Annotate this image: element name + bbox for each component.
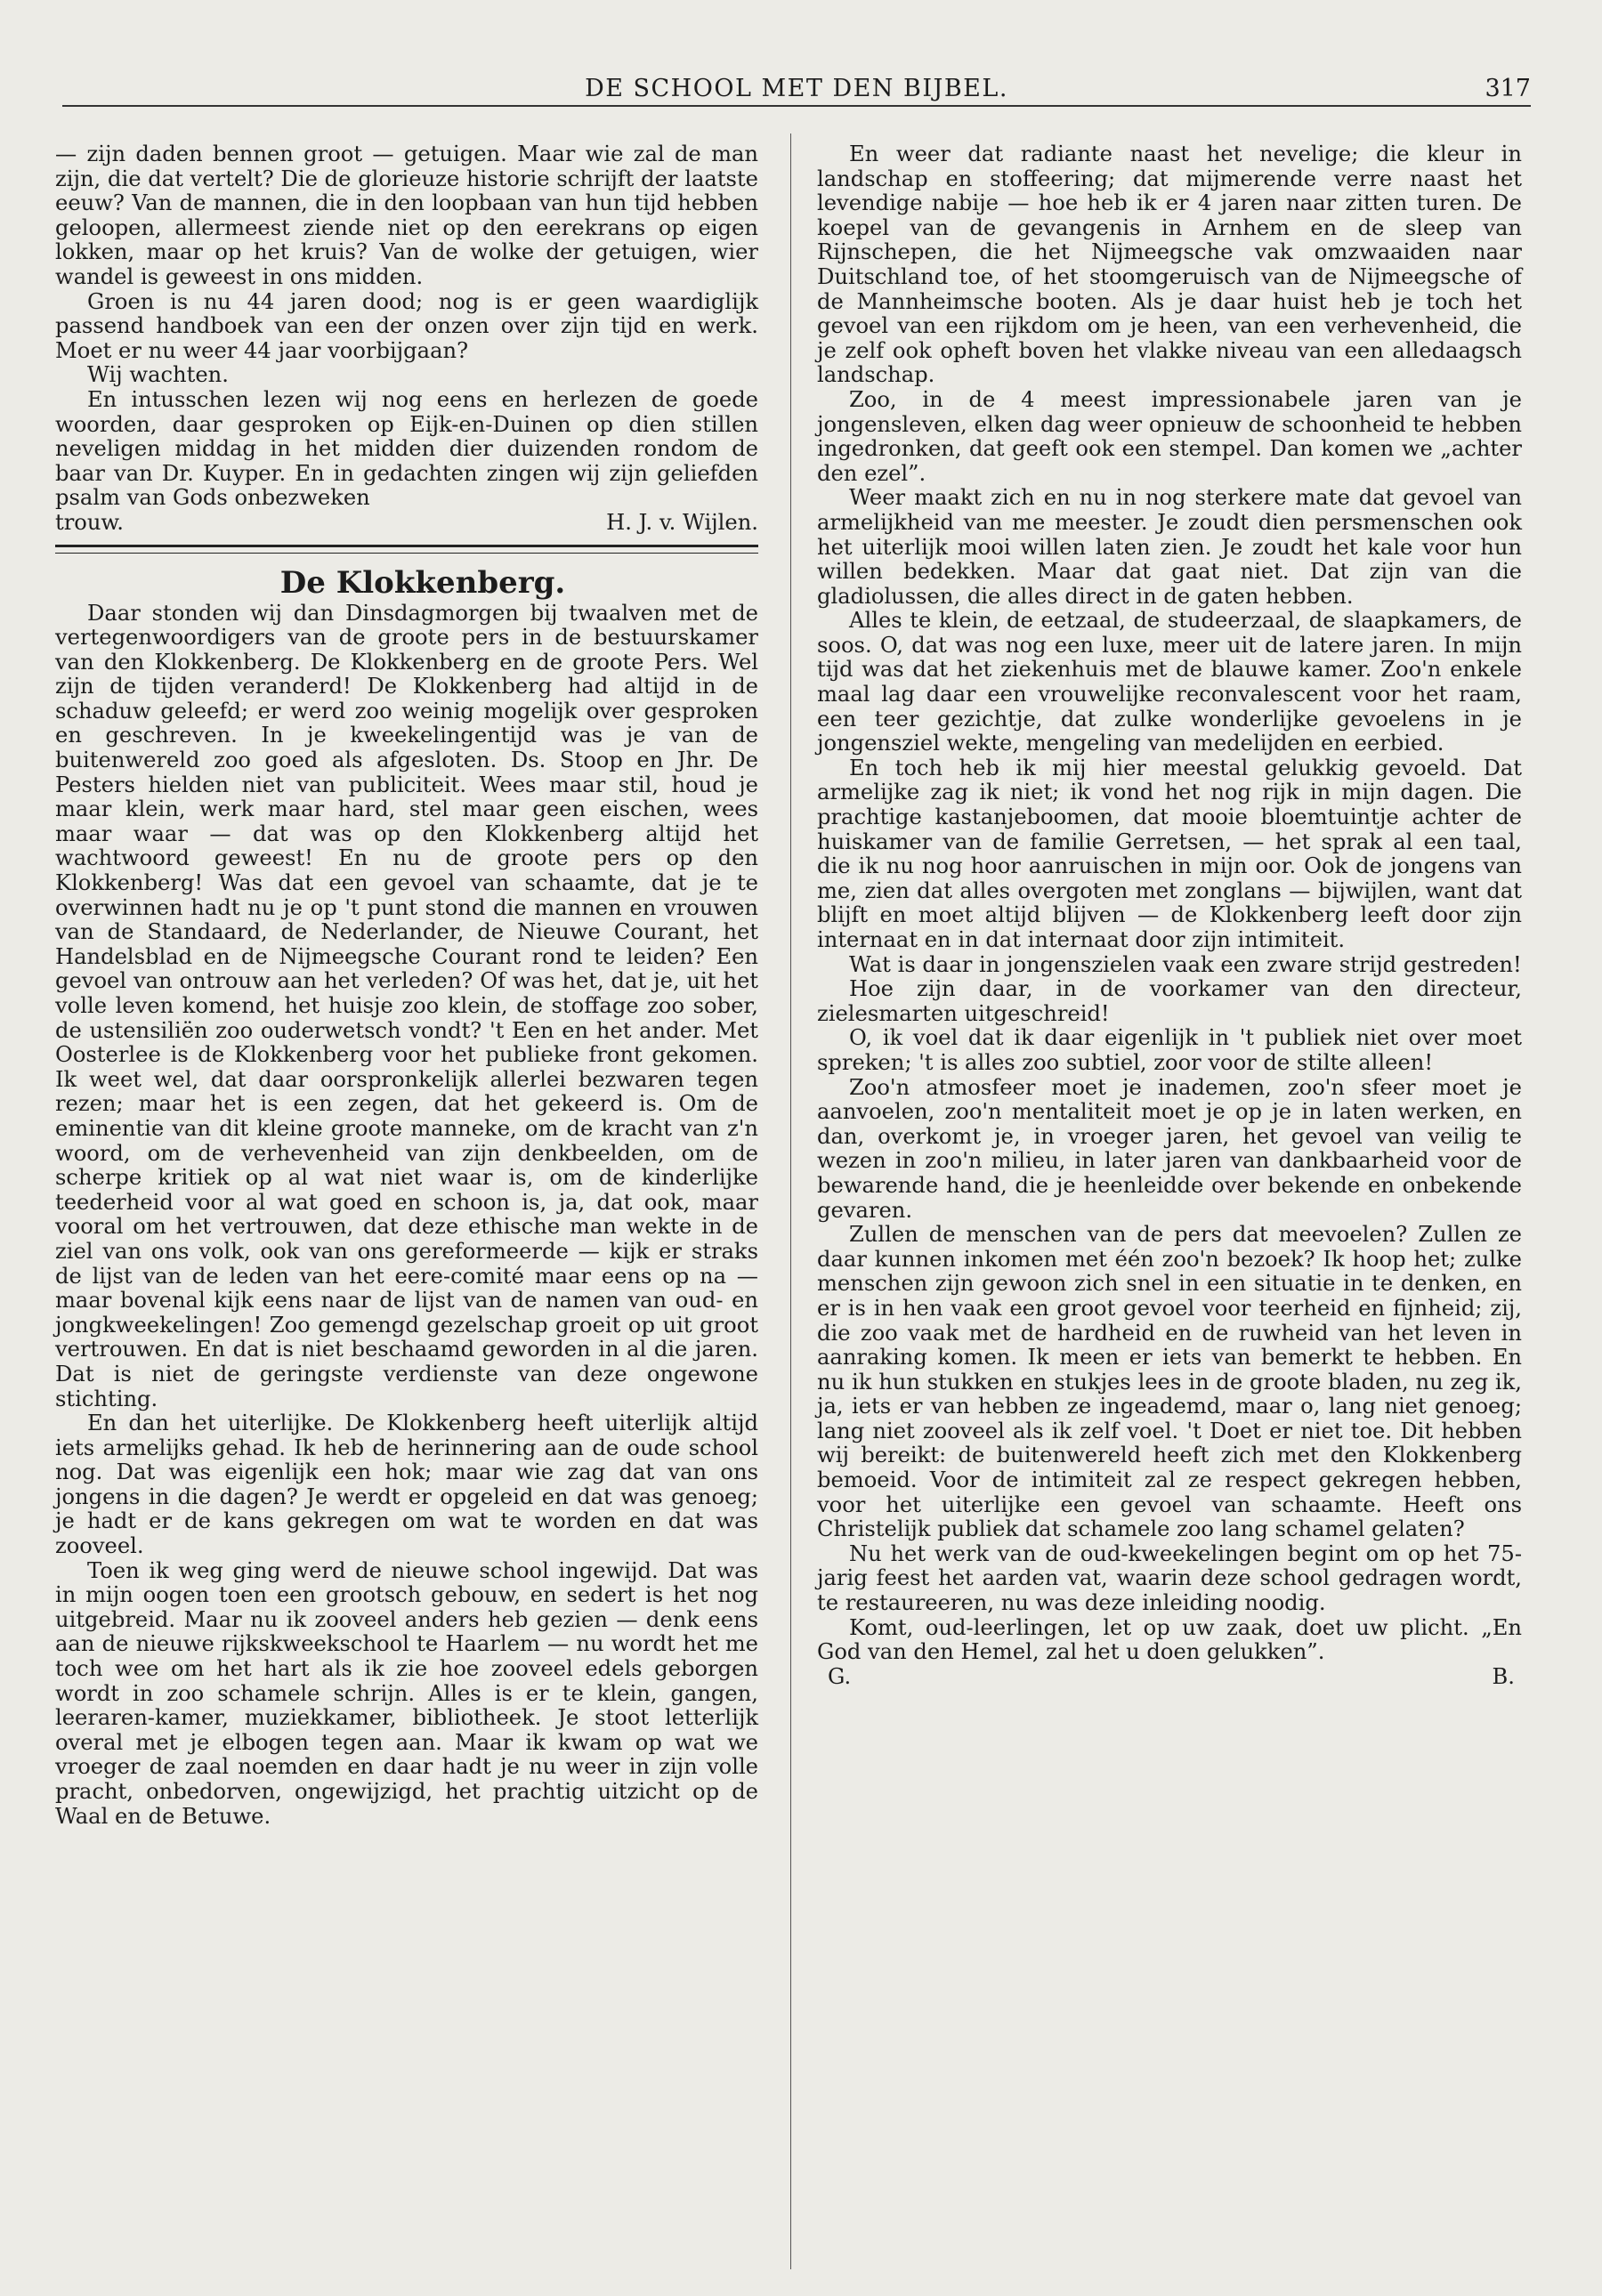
intro-paragraph: — zijn daden bennen groot — getuigen. Maar wie zal de man zijn, die dat vertelt? Die de glorieuze historie schrijft der laatste eeuw? Van de mannen, die in den loopbaan van hun tijd hebben geloopen, allermeest ziende niet op den eerekrans op eigen lokken, maar op het kruis? Van de wolke der getuigen, wier wandel is geweest in ons midden. [55,141,758,289]
signature-lead: trouw. [55,509,124,535]
page-header [62,75,1531,107]
article-paragraph: Wat is daar in jongenszielen vaak een zware strijd gestreden! [849,951,1522,977]
article-paragraph: Alles te klein, de eetzaal, de studeerzaal, de slaapkamers, de soos. O, dat was nog een luxe, meer uit de latere jaren. In mijn tijd was dat het ziekenhuis met de blauwe kamer. Zoo'n enkele maal lag daar een vrouwelijke reconvalescent voor het raam, een teer gezichtje, dat zulke wonderlijke gevoelens in je jongensziel wekte, mengeling van medelijden en eerbied. [817,608,1522,756]
article-paragraph: Daar stonden wij dan Dinsdagmorgen bij twaalven met de vertegenwoordigers van de groote pers in de bestuurskamer van den Klokkenberg. De Klokkenberg en de groote Pers. Wel zijn de tijden veranderd! De Klokkenberg had altijd in de schaduw geleefd; er werd zoo weinig mogelijk over gesproken en geschreven. In je kweekelingentijd was je van de buitenwereld zoo goed als afgesloten. Ds. Stoop en Jhr. De Pesters hielden niet van publiciteit. Wees maar stil, houd je maar klein, werk maar hard, stel maar geen eischen, wees maar waar — dat was op den Klokkenberg altijd het wachtwoord geweest! En nu de groote pers op den Klokkenberg! Was dat een gevoel van schaamte, dat je te overwinnen hadt nu je op 't punt stond die mannen en vrouwen van de Standaard, de Nederlander, de Nieuwe Courant, het Handelsblad en de Nijmeegsche Courant rond te leiden? Een gevoel van ontrouw aan het verleden? Of was het, dat je, uit het volle leven komend, het huisje zoo klein, de stoffage zoo sober, de ustensiliën zoo ouderwetsch vondt? 't Een en het ander. Met Oosterlee is de Klokkenberg voor het publieke front gekomen. Ik weet wel, dat daar oorspronkelijk allerlei bezwaren tegen rezen; maar het is een zegen, dat het gekeerd is. Om de eminentie van dit kleine groote manneke, om de kracht van z'n woord, om de verhevenheid van zijn denkbeelden, om de scherpe kritiek op al wat niet waar is, om de kinderlijke teederheid voor al wat goed en schoon is, ja, dat ook, maar vooral om het vertrouwen, dat deze ethische man wekte in de ziel van ons volk, ook van ons gereformeerde — kijk er straks de lijst van de leden van het eere-comité maar eens op na — maar bovenal kijk eens naar de lijst van de namen van oud- en jongkweekelingen! Zoo gemengd gezelschap groeit op uit groot vertrouwen. En dat is niet beschaamd geworden in al die jaren. Dat is niet de geringste verdienste van deze ongewone stichting. [55,600,758,1411]
intro-paragraph: Groen is nu 44 jaren dood; nog is er geen waardiglijk passend handboek van een der onzen over zijn tijd en werk. Moet er nu weer 44 jaar voorbijgaan? [55,288,758,363]
left-column [55,142,758,1829]
author-signature: H. J. v. Wijlen. [606,509,758,535]
article-paragraph: Komt, oud-leerlingen, let op uw zaak, doet uw plicht. „En God van den Hemel, zal het u doen gelukken”. [817,1614,1522,1665]
intro-paragraph: En intusschen lezen wij nog eens en herlezen de goede woorden, daar gesproken op Eijk-en-Duinen op dien stillen neveligen middag in het midden dier duizenden rondom de baar van Dr. Kuyper. En in gedachten zingen wij zijn geliefden psalm van Gods onbezweken [55,386,758,511]
article-paragraph: Zoo, in de 4 meest impressionabele jaren van je jongensleven, elken dag weer opnieuw de schoonheid te hebben ingedronken, dat geeft ook een stempel. Dan komen we „achter den ezel”. [817,386,1522,486]
article-paragraph: Hoe zijn daar, in de voorkamer van den directeur, zielesmarten uitgeschreid! [817,976,1522,1026]
article-signature [817,1665,1522,1690]
signature-initial-left: G. [828,1663,852,1689]
article-paragraph: En dan het uiterlijke. De Klokkenberg heeft uiterlijk altijd iets armelijks gehad. Ik heb de herinnering aan de oude school nog. Dat was eigenlijk een hok; maar wie zag dat van ons jongens in die dagen? Je werdt er opgeleid en dat was genoeg; je hadt er de kans gekregen om wat te worden en dat was zooveel. [55,1411,758,1559]
intro-paragraph: Wij wachten. [87,362,229,388]
article-paragraph: Zullen de menschen van de pers dat meevoelen? Zullen ze daar kunnen inkomen met één zoo'n bezoek? Ik hoop het; zulke menschen zijn gewoon zich snel in een situatie in te denken, en er is in hen vaak een groot gevoel voor teerheid en fijnheid; zij, die zoo vaak met de hardheid en de ruwheid van het leven in aanraking komen. Ik meen er iets van bemerkt te hebben. En nu ik hun stukken en stukjes lees in de groote bladen, nu zeg ik, ja, iets er van hebben ze ingeademd, maar o, lang niet genoeg; lang niet zooveel als ik zelf voel. 't Doet er niet toe. Dit hebben wij bereikt: de buitenwereld heeft zich met den Klokkenberg bemoeid. Voor de intimiteit zal ze respect gekregen hebben, voor het uiterlijke een gevoel van schaamte. Heeft ons Christelijk publiek dat schamele zoo lang schamel gelaten? [817,1222,1522,1542]
article-paragraph: En toch heb ik mij hier meestal gelukkig gevoeld. Dat armelijke zag ik niet; ik vond het nog rijk in mijn dagen. Die prachtige kastanjeboomen, dat mooie bloemtuintje achter de huiskamer van de familie Gerretsen, — het sprak al een taal, die ik nu nog hoor aanruischen in mijn oor. Ook de jongens van me, zien dat alles overgoten met zonglans — bijwijlen, want dat blijft en moet altijd blijven — de Klokkenberg leeft door zijn internaat en in dat internaat door zijn intimiteit. [817,755,1522,952]
author-signature-line [55,511,758,536]
page-number: 317 [1485,75,1531,102]
right-column [817,142,1522,1689]
article-title: De Klokkenberg. [279,564,566,601]
article-paragraph: Weer maakt zich en nu in nog sterkere mate dat gevoel van armelijkheid van me meester. Je zoudt dien persmenschen ook het uiterlijk mooi willen laten zien. Je zoudt het kale voor hun willen bedekken. Maar dat gaat niet. Dat zijn van die gladiolussen, die alles direct in de gaten hebben. [817,485,1522,609]
signature-initial-right: B. [1492,1663,1515,1689]
article-paragraph: Zoo'n atmosfeer moet je inademen, zoo'n sfeer moet je aanvoelen, zoo'n mentaliteit moet je op je in laten werken, en dan, overkomt je, in vroeger jaren, het gevoel van veilig te wezen in zoo'n milieu, in later jaren van dankbaarheid voor de bewarende hand, die je heenleidde over bekende en onbekende gevaren. [817,1074,1522,1223]
article-paragraph: Toen ik weg ging werd de nieuwe school ingewijd. Dat was in mijn oogen toen een grootsch gebouw, en sedert is het nog uitgebreid. Maar nu ik zooveel anders heb gezien — denk eens aan de nieuwe rijkskweekschool te Haarlem — nu wordt het me toch wee om het hart als ik zie hoe zooveel edels geborgen wordt in zoo schamele schrijn. Alles is er te klein, gangen, leeraren-kamer, muziekkamer, bibliotheek. Je stoot letterlijk overal met je elbogen tegen aan. Maar ik kwam op wat we vroeger de zaal noemden en daar hadt je nu weer in zijn volle pracht, onbedorven, ongewijzigd, het prachtig uitzicht op de Waal en de Betuwe. [55,1557,758,1829]
article-separator [55,545,758,554]
article-paragraph: Nu het werk van de oud-kweekelingen begint om op het 75-jarig feest het aarden vat, waarin deze school gedragen wordt, te restaureeren, nu was deze inleiding noodig. [817,1540,1522,1616]
article-paragraph: O, ik voel dat ik daar eigenlijk in 't publiek niet over moet spreken; 't is alles zoo subtiel, zoor voor de stilte alleen! [817,1025,1522,1075]
column-divider [790,133,791,2269]
article-paragraph: En weer dat radiante naast het nevelige; die kleur in landschap en stoffeering; dat mijmerende verre naast het levendige nabije — hoe heb ik er 4 jaren naar zitten turen. De koepel van de gevangenis in Arnhem en de sleep van Rijnschepen, die het Nijmeegsche vak omzwaaiden naar Duitschland toe, of het stoomgeruisch van de Nijmeegsche of de Mannheimsche booten. Als je daar huist heb je toch het gevoel van een rijkdom om je heen, van een verhevenheid, die je zelf ook opheft boven het vlakke niveau van een alledaagsch landschap. [817,141,1522,388]
running-head: DE SCHOOL MET DEN BIJBEL. [585,75,1008,102]
